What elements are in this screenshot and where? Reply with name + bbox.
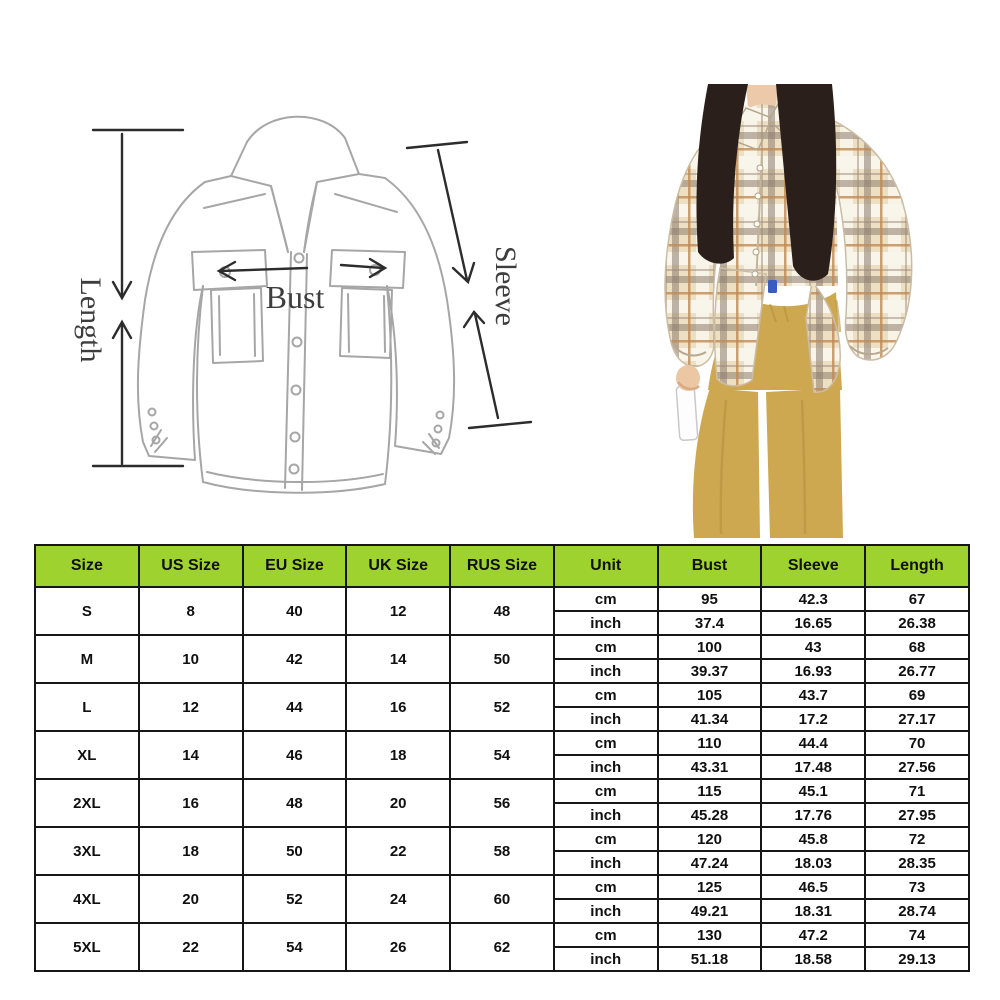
unit-cell: cm	[554, 827, 658, 851]
hand-with-phone	[676, 365, 700, 441]
unit-cell: inch	[554, 755, 658, 779]
chest-seams	[204, 194, 397, 212]
lapel-inner-lines	[271, 182, 317, 252]
sleeve-cell: 46.5	[761, 875, 865, 899]
us-cell: 10	[139, 635, 243, 683]
sleeve-top-cap	[407, 142, 467, 148]
col-header-length: Length	[865, 545, 969, 587]
bust-cell: 125	[658, 875, 762, 899]
unit-cell: inch	[554, 659, 658, 683]
uk-cell: 26	[346, 923, 450, 971]
measure-labels	[74, 246, 522, 362]
us-cell: 14	[139, 731, 243, 779]
jacket-body	[197, 286, 391, 493]
bust-cell: 39.37	[658, 659, 762, 683]
left-sleeve	[138, 182, 205, 460]
header-row	[35, 545, 969, 587]
unit-cell: cm	[554, 875, 658, 899]
col-header-uk: UK Size	[346, 545, 450, 587]
right-pocket-flap	[330, 250, 405, 288]
size-cell: 4XL	[35, 875, 139, 923]
uk-cell: 24	[346, 875, 450, 923]
eu-cell: 48	[243, 779, 347, 827]
size-chart-table	[34, 544, 970, 972]
bust-cell: 45.28	[658, 803, 762, 827]
sleeve-cell: 45.8	[761, 827, 865, 851]
eu-cell: 50	[243, 827, 347, 875]
unit-cell: inch	[554, 707, 658, 731]
unit-cell: cm	[554, 683, 658, 707]
size-cell: M	[35, 635, 139, 683]
collar-top	[247, 117, 345, 142]
size-cell: XL	[35, 731, 139, 779]
length-cell: 71	[865, 779, 969, 803]
length-cell: 27.17	[865, 707, 969, 731]
table-row	[35, 779, 969, 803]
col-header-eu: EU Size	[243, 545, 347, 587]
table-row	[35, 731, 969, 755]
right-pocket-body	[340, 288, 392, 358]
sleeve-cell: 42.3	[761, 587, 865, 611]
col-header-sleeve: Sleeve	[761, 545, 865, 587]
unit-cell: inch	[554, 803, 658, 827]
table-row	[35, 683, 969, 707]
rus-cell: 62	[450, 923, 554, 971]
col-header-size: Size	[35, 545, 139, 587]
length-cell: 68	[865, 635, 969, 659]
sleeve-cell: 18.03	[761, 851, 865, 875]
bust-cell: 41.34	[658, 707, 762, 731]
unit-cell: inch	[554, 947, 658, 971]
length-cell: 27.95	[865, 803, 969, 827]
sleeve-cell: 45.1	[761, 779, 865, 803]
unit-cell: cm	[554, 731, 658, 755]
right-lapel	[304, 138, 359, 252]
garment-measure-diagram	[55, 90, 535, 520]
sleeve-bottom-cap	[469, 422, 531, 428]
length-cell: 29.13	[865, 947, 969, 971]
bust-cell: 130	[658, 923, 762, 947]
bust-label: Bust	[265, 279, 325, 315]
bust-cell: 120	[658, 827, 762, 851]
sleeve-cell: 16.93	[761, 659, 865, 683]
col-header-unit: Unit	[554, 545, 658, 587]
length-cell: 26.38	[865, 611, 969, 635]
rus-cell: 56	[450, 779, 554, 827]
eu-cell: 42	[243, 635, 347, 683]
length-cell: 73	[865, 875, 969, 899]
sleeve-cell: 16.65	[761, 611, 865, 635]
size-cell: L	[35, 683, 139, 731]
bust-cell: 95	[658, 587, 762, 611]
sleeve-cell: 44.4	[761, 731, 865, 755]
sleeve-cell: 18.58	[761, 947, 865, 971]
length-cell: 70	[865, 731, 969, 755]
eu-cell: 46	[243, 731, 347, 779]
unit-cell: inch	[554, 611, 658, 635]
bust-cell: 51.18	[658, 947, 762, 971]
sleeve-arrow-down	[438, 150, 467, 280]
length-cell: 26.77	[865, 659, 969, 683]
bust-cell: 110	[658, 731, 762, 755]
uk-cell: 20	[346, 779, 450, 827]
uk-cell: 12	[346, 587, 450, 635]
sleeve-cell: 17.2	[761, 707, 865, 731]
sleeve-label: Sleeve	[489, 246, 523, 326]
bust-cell: 49.21	[658, 899, 762, 923]
rus-cell: 58	[450, 827, 554, 875]
unit-cell: inch	[554, 899, 658, 923]
unit-cell: cm	[554, 923, 658, 947]
size-cell: 5XL	[35, 923, 139, 971]
sleeve-arrow-up	[475, 314, 498, 418]
us-cell: 18	[139, 827, 243, 875]
us-cell: 12	[139, 683, 243, 731]
unit-cell: inch	[554, 851, 658, 875]
us-cell: 8	[139, 587, 243, 635]
phone	[676, 385, 698, 440]
length-cell: 27.56	[865, 755, 969, 779]
col-header-us: US Size	[139, 545, 243, 587]
left-pocket-body	[211, 288, 263, 363]
table-row	[35, 827, 969, 851]
col-header-bust: Bust	[658, 545, 762, 587]
hem-tag	[768, 280, 777, 293]
length-cell: 28.74	[865, 899, 969, 923]
sleeve-cell: 43	[761, 635, 865, 659]
length-cell: 74	[865, 923, 969, 947]
rus-cell: 50	[450, 635, 554, 683]
table-row	[35, 923, 969, 947]
sleeve-cell: 17.48	[761, 755, 865, 779]
bust-cell: 105	[658, 683, 762, 707]
length-cell: 67	[865, 587, 969, 611]
unit-cell: cm	[554, 587, 658, 611]
eu-cell: 54	[243, 923, 347, 971]
uk-cell: 22	[346, 827, 450, 875]
uk-cell: 16	[346, 683, 450, 731]
rus-cell: 48	[450, 587, 554, 635]
bust-cell: 37.4	[658, 611, 762, 635]
us-cell: 16	[139, 779, 243, 827]
length-cell: 72	[865, 827, 969, 851]
length-cell: 28.35	[865, 851, 969, 875]
unit-cell: cm	[554, 635, 658, 659]
col-header-rus: RUS Size	[450, 545, 554, 587]
size-cell: S	[35, 587, 139, 635]
unit-cell: cm	[554, 779, 658, 803]
table-row	[35, 635, 969, 659]
sleeve-cell: 18.31	[761, 899, 865, 923]
uk-cell: 18	[346, 731, 450, 779]
bust-cell: 115	[658, 779, 762, 803]
eu-cell: 40	[243, 587, 347, 635]
sleeve-cell: 47.2	[761, 923, 865, 947]
eu-cell: 52	[243, 875, 347, 923]
uk-cell: 14	[346, 635, 450, 683]
sleeve-cell: 17.76	[761, 803, 865, 827]
length-label: Length	[74, 277, 108, 363]
rus-cell: 60	[450, 875, 554, 923]
sleeve-cell: 43.7	[761, 683, 865, 707]
left-lapel	[231, 142, 288, 252]
size-cell: 3XL	[35, 827, 139, 875]
us-cell: 22	[139, 923, 243, 971]
bust-cell: 47.24	[658, 851, 762, 875]
bust-cell: 100	[658, 635, 762, 659]
rus-cell: 54	[450, 731, 554, 779]
table-row	[35, 587, 969, 611]
rus-cell: 52	[450, 683, 554, 731]
bust-cell: 43.31	[658, 755, 762, 779]
eu-cell: 44	[243, 683, 347, 731]
table-row	[35, 875, 969, 899]
bust-arrow-left	[221, 268, 307, 271]
model-photo	[600, 60, 1000, 540]
size-cell: 2XL	[35, 779, 139, 827]
length-cell: 69	[865, 683, 969, 707]
us-cell: 20	[139, 875, 243, 923]
